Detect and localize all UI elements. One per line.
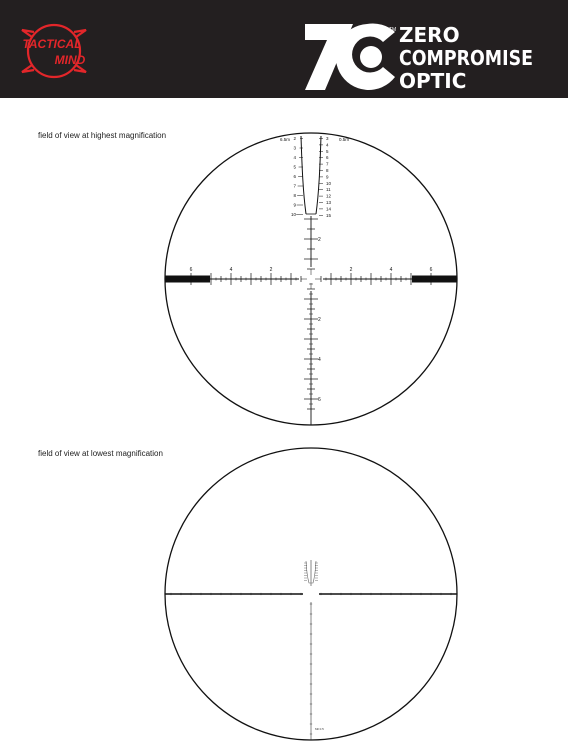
range-curve-left (301, 136, 306, 214)
range-number-left: 8 (293, 193, 296, 198)
range-number-left: 6 (293, 174, 296, 179)
vertical-number-bottom: 6 (318, 397, 321, 403)
caption-lowest-magnification: field of view at lowest magnification (38, 449, 163, 458)
tactical-mind-logo (18, 20, 114, 82)
post-left (165, 276, 210, 283)
range-number-right: 11 (326, 187, 331, 193)
range-number-right: 12 (326, 193, 332, 199)
caption-highest-magnification: field of view at highest magnification (38, 131, 167, 140)
reticle-lines (165, 136, 457, 425)
reticle-lowest-magnification (0, 448, 568, 744)
range-number-right: 13 (326, 200, 332, 205)
range-number-right: 3 (326, 136, 329, 141)
range-number-right: 6 (326, 155, 329, 161)
range-number-right: 8 (326, 168, 329, 173)
horizontal-number: 6 (429, 267, 433, 273)
range-number-right: 5 (326, 148, 329, 154)
range-number-right: 7 (326, 161, 329, 167)
range-number-left: 5 (293, 164, 296, 170)
brand-line-optic: OPTIC (399, 69, 467, 92)
horizontal-number: 6 (189, 267, 193, 273)
vertical-number-bottom: 2 (318, 317, 321, 323)
tactical-mind-line2: MIND (54, 53, 86, 67)
range-number-right: 9 (326, 174, 329, 180)
reticle-lines-low (165, 560, 457, 740)
brand-line-zero: ZERO (399, 23, 460, 47)
range-number-right: 15 (326, 212, 332, 218)
range-number-right: 14 (326, 206, 332, 212)
range-unit-right: 0.5m (339, 137, 350, 142)
range-number-left: 9 (293, 202, 296, 208)
horizontal-number: 2 (349, 267, 353, 273)
range-unit-left: 6.5m (279, 137, 290, 142)
model-label: Mil 0.5 (315, 727, 324, 731)
range-number-left: 7 (293, 183, 296, 189)
vertical-number-bottom: 4 (318, 357, 321, 363)
header-banner (0, 0, 568, 98)
reticle-highest-magnification (0, 132, 568, 428)
post-right (412, 276, 457, 283)
horizontal-number: 4 (389, 267, 393, 273)
range-number-left: 4 (293, 155, 296, 160)
tactical-mind-line1: TACTICAL (22, 37, 82, 51)
range-number-left: 2 (293, 136, 296, 141)
zero-compromise-optic-logo (305, 22, 555, 92)
horizontal-number: 4 (229, 267, 233, 273)
vertical-number-top: 2 (318, 237, 321, 243)
horizontal-number: 2 (269, 267, 273, 273)
range-number-right: 10 (326, 180, 332, 186)
brand-line-compromise: COMPROMISE (399, 46, 533, 70)
trademark-mark: TM (389, 27, 397, 33)
range-number-right: 4 (326, 142, 329, 148)
range-number-left: 10 (290, 212, 296, 217)
range-number-left: 3 (293, 145, 296, 151)
